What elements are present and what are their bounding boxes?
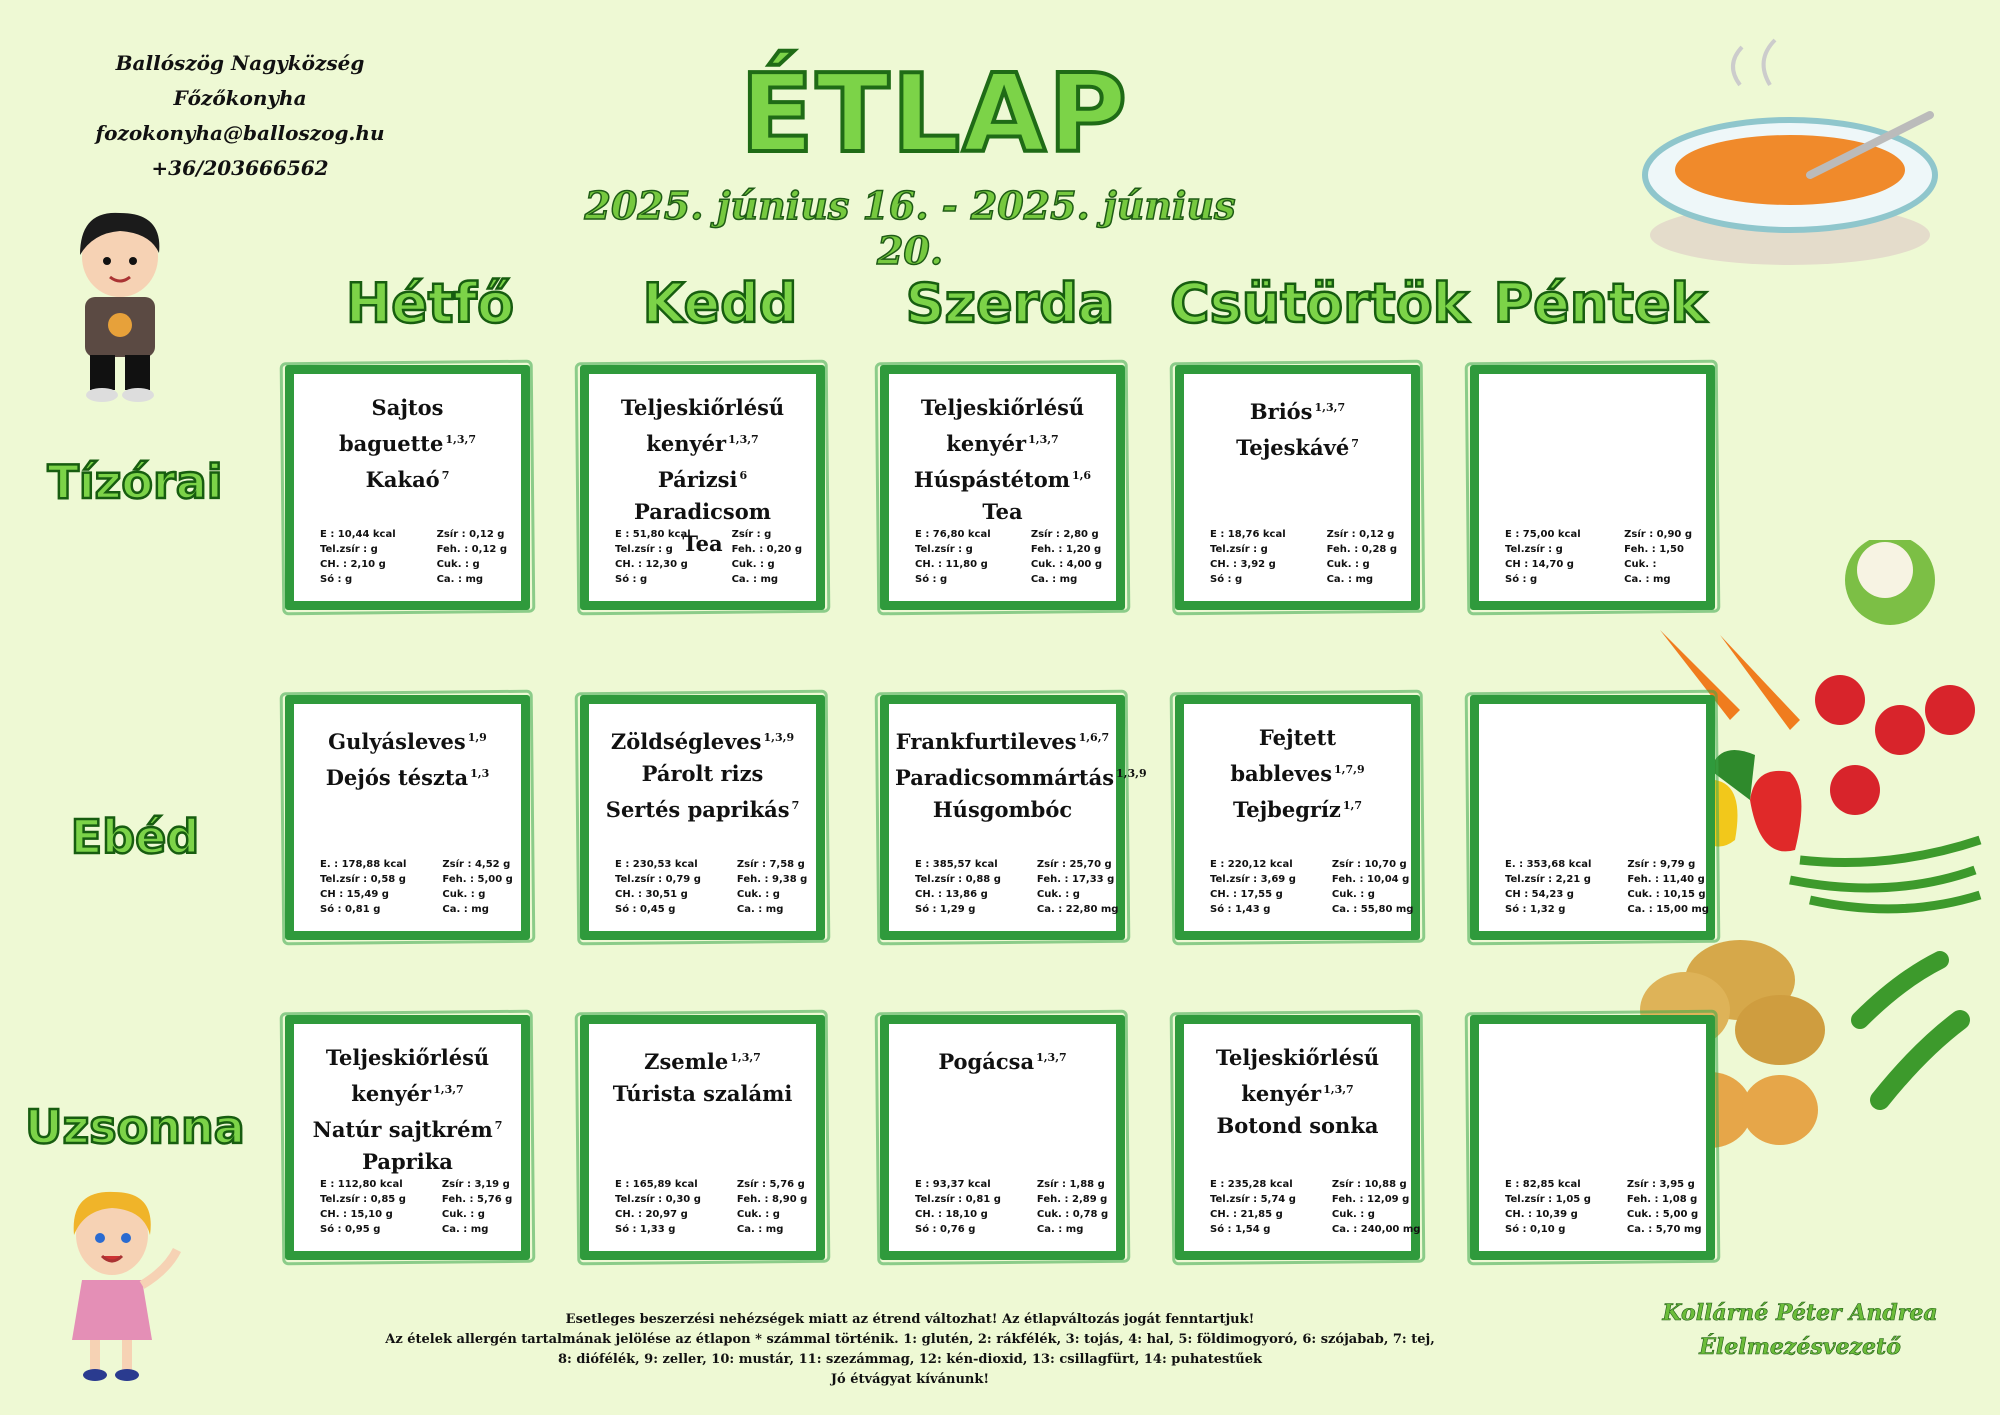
nutrition-carb: CH. : 12,30 g bbox=[615, 559, 688, 570]
nutrition-carb: CH : 15,49 g bbox=[320, 889, 389, 900]
nutrition-energy: E : 230,53 kcal bbox=[615, 859, 698, 870]
nutrition-energy: E : 93,37 kcal bbox=[915, 1179, 991, 1190]
nutrition-energy: E : 51,80 kcal bbox=[615, 529, 691, 540]
nutrition-sugar: Cuk. : g bbox=[731, 559, 775, 570]
nutrition-sugar: Cuk. : g bbox=[1331, 889, 1375, 900]
date-range: 2025. június 16. - 2025. június 20. bbox=[584, 183, 1236, 273]
nutrition-info bbox=[1505, 857, 1709, 917]
nutrition-calcium: Ca. : mg bbox=[731, 574, 779, 585]
food-name: Tea bbox=[682, 531, 723, 556]
nutrition-fat: Zsír : 7,58 g bbox=[736, 859, 805, 870]
nutrition-calcium: Ca. : 15,00 mg bbox=[1627, 904, 1709, 915]
nutrition-calcium: Ca. : mg bbox=[441, 1224, 489, 1235]
signature-role: Élelmezésvezető bbox=[1699, 1334, 1901, 1360]
nutrition-satfat: Tel.zsír : 0,81 g bbox=[915, 1194, 1001, 1205]
nutrition-sugar: Cuk. : 4,00 g bbox=[1030, 559, 1102, 570]
food-name: Paradicsom bbox=[633, 499, 771, 524]
food-item bbox=[595, 496, 810, 528]
food-name: Teljeskiőrlésű kenyér bbox=[1215, 1045, 1380, 1106]
food-name: Húsgombóc bbox=[932, 797, 1073, 822]
nutrition-sugar: Cuk. : g bbox=[1331, 1209, 1375, 1220]
food-name: Sajtos baguette bbox=[339, 395, 444, 456]
nutrition-salt: Só : 1,54 g bbox=[1210, 1224, 1271, 1235]
nutrition-protein: Feh. : 2,89 g bbox=[1036, 1194, 1108, 1205]
food-item bbox=[1190, 392, 1405, 428]
nutrition-energy: E : 235,28 kcal bbox=[1210, 1179, 1293, 1190]
nutrition-calcium: Ca. : mg bbox=[442, 904, 489, 915]
food-name: Dejós tészta bbox=[325, 765, 469, 790]
meal-label: Uzsonna bbox=[25, 1100, 245, 1154]
allergen-code: 1,7,9 bbox=[1334, 763, 1365, 776]
food-name: Túrista szalámi bbox=[612, 1081, 793, 1106]
nutrition-info bbox=[1210, 1177, 1421, 1237]
allergen-code: 1,6 bbox=[1071, 469, 1092, 482]
nutrition-satfat: Tel.zsír : g bbox=[1210, 544, 1268, 555]
menu-cell bbox=[580, 695, 825, 940]
food-list bbox=[895, 722, 1147, 826]
food-list bbox=[1190, 722, 1405, 826]
allergen-code: 1,3,7 bbox=[728, 433, 759, 446]
boy-illustration bbox=[55, 205, 185, 405]
nutrition-info bbox=[1505, 527, 1692, 587]
allergen-code: 1,3,9 bbox=[763, 731, 795, 744]
girl-illustration bbox=[52, 1180, 192, 1385]
nutrition-carb: CH. : 18,10 g bbox=[915, 1209, 988, 1220]
nutrition-sugar: Cuk. : g bbox=[736, 1209, 780, 1220]
org-email: fozokonyha@balloszog.hu bbox=[95, 121, 385, 145]
menu-cell bbox=[285, 365, 530, 610]
food-item bbox=[595, 1042, 810, 1078]
nutrition-energy: E : 112,80 kcal bbox=[320, 1179, 403, 1190]
nutrition-fat: Zsír : 0,90 g bbox=[1624, 529, 1692, 540]
food-item bbox=[300, 392, 515, 460]
food-name: Teljeskiőrlésű kenyér bbox=[920, 395, 1085, 456]
food-name: Briós bbox=[1249, 399, 1313, 424]
nutrition-energy: E : 220,12 kcal bbox=[1210, 859, 1293, 870]
food-name: Frankfurtileves bbox=[895, 729, 1077, 754]
food-item bbox=[300, 1146, 515, 1178]
day-header: Csütörtök bbox=[1170, 272, 1469, 335]
nutrition-protein: Feh. : 9,38 g bbox=[736, 874, 808, 885]
allergen-code: 7 bbox=[494, 1119, 503, 1132]
allergen-code: 1,3,7 bbox=[730, 1051, 761, 1064]
food-name: Húspástétom bbox=[913, 467, 1070, 492]
nutrition-salt: Só : 0,81 g bbox=[320, 904, 381, 915]
nutrition-info bbox=[1210, 857, 1414, 917]
food-item bbox=[595, 758, 810, 790]
nutrition-carb: CH. : 17,55 g bbox=[1210, 889, 1283, 900]
food-name: Paprika bbox=[362, 1149, 453, 1174]
peas-icon bbox=[1860, 960, 1960, 1100]
nutrition-info bbox=[320, 527, 507, 587]
day-header: Kedd bbox=[642, 272, 798, 335]
nutrition-salt: Só : 0,76 g bbox=[915, 1224, 976, 1235]
menu-cell bbox=[1175, 1015, 1420, 1260]
nutrition-fat: Zsír : 9,79 g bbox=[1627, 859, 1696, 870]
nutrition-calcium: Ca. : mg bbox=[1326, 574, 1374, 585]
nutrition-satfat: Tel.zsír : 1,05 g bbox=[1505, 1194, 1591, 1205]
page-title: ÉTLAP bbox=[740, 52, 1130, 177]
nutrition-protein: Feh. : 0,12 g bbox=[436, 544, 507, 555]
nutrition-carb: CH : 54,23 g bbox=[1505, 889, 1574, 900]
nutrition-protein: Feh. : 0,20 g bbox=[731, 544, 802, 555]
nutrition-calcium: Ca. : mg bbox=[736, 904, 784, 915]
nutrition-info bbox=[320, 857, 513, 917]
allergen-code: 1,3,7 bbox=[1323, 1083, 1354, 1096]
food-name: Zöldségleves bbox=[610, 729, 762, 754]
nutrition-calcium: Ca. : mg bbox=[1624, 574, 1671, 585]
menu-cell bbox=[580, 365, 825, 610]
food-item bbox=[595, 392, 810, 460]
menu-cell bbox=[285, 695, 530, 940]
nutrition-sugar: Cuk. : g bbox=[442, 889, 486, 900]
food-item bbox=[1190, 1042, 1405, 1110]
allergen-code: 7 bbox=[1351, 437, 1359, 450]
food-list bbox=[300, 722, 515, 794]
food-item bbox=[1190, 428, 1405, 464]
nutrition-energy: E. : 178,88 kcal bbox=[320, 859, 407, 870]
allergen-code: 1,3,7 bbox=[1314, 401, 1346, 414]
allergen-code: 1,7 bbox=[1342, 799, 1362, 812]
nutrition-fat: Zsír : 3,19 g bbox=[441, 1179, 510, 1190]
nutrition-info bbox=[915, 527, 1102, 587]
allergen-code: 1,3,9 bbox=[1116, 767, 1147, 780]
food-name: Zsemle bbox=[644, 1049, 729, 1074]
nutrition-sugar: Cuk. : g bbox=[736, 889, 780, 900]
nutrition-sugar: Cuk. : g bbox=[436, 559, 480, 570]
nutrition-calcium: Ca. : mg bbox=[736, 1224, 784, 1235]
food-name: Párizsi bbox=[657, 467, 738, 492]
meal-label: Tízórai bbox=[47, 455, 223, 509]
allergen-code: 7 bbox=[441, 469, 450, 482]
nutrition-energy: E : 385,57 kcal bbox=[915, 859, 998, 870]
food-name: Paradicsommártás bbox=[895, 765, 1115, 790]
nutrition-carb: CH. : 15,10 g bbox=[320, 1209, 393, 1220]
nutrition-satfat: Tel.zsír : g bbox=[320, 544, 378, 555]
food-item bbox=[1190, 790, 1405, 826]
food-name: Tea bbox=[982, 499, 1023, 524]
nutrition-calcium: Ca. : 55,80 mg bbox=[1331, 904, 1414, 915]
food-item bbox=[895, 758, 1147, 794]
menu-cell bbox=[1175, 365, 1420, 610]
food-item bbox=[895, 1042, 1110, 1078]
nutrition-carb: CH. : 11,80 g bbox=[915, 559, 988, 570]
nutrition-info bbox=[320, 1177, 513, 1237]
footer-line-greeting: Jó étvágyat kívánunk! bbox=[830, 1372, 990, 1387]
allergen-code: 1,9 bbox=[467, 731, 487, 744]
nutrition-calcium: Ca. : 240,00 mg bbox=[1331, 1224, 1421, 1235]
nutrition-fat: Zsír : 1,88 g bbox=[1036, 1179, 1105, 1190]
nutrition-carb: CH : 14,70 g bbox=[1505, 559, 1574, 570]
menu-cell bbox=[880, 1015, 1125, 1260]
nutrition-sugar: Cuk. : g bbox=[1036, 889, 1080, 900]
nutrition-salt: Só : 1,43 g bbox=[1210, 904, 1271, 915]
nutrition-calcium: Ca. : 22,80 mg bbox=[1036, 904, 1119, 915]
day-header: Szerda bbox=[905, 272, 1115, 335]
food-list bbox=[595, 722, 810, 826]
signature bbox=[1640, 1296, 1960, 1364]
nutrition-fat: Zsír : g bbox=[731, 529, 772, 540]
food-item bbox=[300, 758, 515, 794]
nutrition-info bbox=[915, 1177, 1109, 1237]
nutrition-satfat: Tel.zsír : 3,69 g bbox=[1210, 874, 1296, 885]
food-item bbox=[1190, 722, 1405, 790]
nutrition-protein: Feh. : 1,50 bbox=[1624, 544, 1684, 555]
nutrition-salt: Só : g bbox=[1505, 574, 1538, 585]
food-name: Kakaó bbox=[365, 467, 440, 492]
nutrition-salt: Só : g bbox=[615, 574, 648, 585]
nutrition-fat: Zsír : 2,80 g bbox=[1030, 529, 1099, 540]
day-header: Péntek bbox=[1493, 272, 1707, 335]
nutrition-carb: CH. : 13,86 g bbox=[915, 889, 988, 900]
nutrition-calcium: Ca. : mg bbox=[1036, 1224, 1084, 1235]
food-name: Tejbegríz bbox=[1232, 797, 1341, 822]
nutrition-carb: CH. : 21,85 g bbox=[1210, 1209, 1283, 1220]
footer-line-changes: Esetleges beszerzési nehézségek miatt az étrend változhat! Az étlapváltozás jogát fenntartjuk! bbox=[565, 1312, 1255, 1327]
nutrition-carb: CH. : 10,39 g bbox=[1505, 1209, 1578, 1220]
nutrition-protein: Feh. : 17,33 g bbox=[1036, 874, 1115, 885]
nutrition-energy: E : 18,76 kcal bbox=[1210, 529, 1286, 540]
footer-notes bbox=[380, 1310, 1440, 1390]
food-list bbox=[595, 1042, 810, 1110]
nutrition-info bbox=[1505, 1177, 1702, 1237]
menu-cell bbox=[1175, 695, 1420, 940]
nutrition-info bbox=[615, 1177, 808, 1237]
nutrition-salt: Só : 0,10 g bbox=[1505, 1224, 1566, 1235]
food-name: Tejeskávé bbox=[1236, 435, 1350, 460]
nutrition-salt: Só : 1,29 g bbox=[915, 904, 976, 915]
footer-line-allergens: Az ételek allergén tartalmának jelölése az étlapon * számmal történik. 1: glutén, 2: rákfélék, 3: tojás, 4: hal, 5: földimogyoró, 6: szójabab, 7: tej, 8: diófélék, 9: zeller, 10: mustár, 11: szezámmag, 12: kén-dioxid, 13: csillagfürt, 14: puhatestűek bbox=[385, 1332, 1435, 1367]
food-item bbox=[595, 1078, 810, 1110]
org-name: Ballószög Nagyközség Főzőkonyha bbox=[115, 51, 365, 110]
nutrition-sugar: Cuk. : g bbox=[441, 1209, 485, 1220]
food-item bbox=[1190, 1110, 1405, 1142]
organization-info bbox=[60, 46, 420, 186]
food-list bbox=[1190, 1042, 1405, 1142]
food-name: Teljeskiőrlésű kenyér bbox=[620, 395, 785, 456]
nutrition-fat: Zsír : 0,12 g bbox=[1326, 529, 1395, 540]
nutrition-satfat: Tel.zsír : g bbox=[915, 544, 973, 555]
food-list bbox=[895, 1042, 1110, 1078]
nutrition-calcium: Ca. : mg bbox=[436, 574, 484, 585]
allergen-code: 1,6,7 bbox=[1078, 731, 1110, 744]
nutrition-sugar: Cuk. : 10,15 g bbox=[1627, 889, 1706, 900]
nutrition-fat: Zsír : 5,76 g bbox=[736, 1179, 805, 1190]
nutrition-satfat: Tel.zsír : g bbox=[1505, 544, 1563, 555]
nutrition-protein: Feh. : 1,20 g bbox=[1030, 544, 1102, 555]
nutrition-salt: Só : g bbox=[320, 574, 353, 585]
nutrition-sugar: Cuk. : 5,00 g bbox=[1626, 1209, 1699, 1220]
nutrition-satfat: Tel.zsír : 0,85 g bbox=[320, 1194, 406, 1205]
food-name: Natúr sajtkrém bbox=[312, 1117, 493, 1142]
food-item bbox=[895, 460, 1110, 496]
nutrition-protein: Feh. : 1,08 g bbox=[1626, 1194, 1698, 1205]
food-item bbox=[895, 496, 1110, 528]
nutrition-carb: CH. : 2,10 g bbox=[320, 559, 386, 570]
nutrition-satfat: Tel.zsír : 0,79 g bbox=[615, 874, 701, 885]
food-item bbox=[300, 1042, 515, 1110]
meal-label: Ebéd bbox=[70, 810, 200, 864]
nutrition-sugar: Cuk. : bbox=[1624, 559, 1657, 570]
nutrition-protein: Feh. : 10,04 g bbox=[1331, 874, 1410, 885]
allergen-code: 1,3,7 bbox=[1036, 1051, 1067, 1064]
nutrition-fat: Zsír : 10,88 g bbox=[1331, 1179, 1407, 1190]
nutrition-satfat: Tel.zsír : 0,88 g bbox=[915, 874, 1001, 885]
nutrition-salt: Só : 1,32 g bbox=[1505, 904, 1566, 915]
nutrition-energy: E : 10,44 kcal bbox=[320, 529, 396, 540]
nutrition-energy: E : 165,89 kcal bbox=[615, 1179, 698, 1190]
nutrition-satfat: Tel.zsír : 0,30 g bbox=[615, 1194, 701, 1205]
food-item bbox=[895, 722, 1110, 758]
food-name: Gulyásleves bbox=[328, 729, 466, 754]
day-header: Hétfő bbox=[345, 272, 515, 335]
menu-cell bbox=[1470, 695, 1715, 940]
nutrition-fat: Zsír : 3,95 g bbox=[1626, 1179, 1695, 1190]
nutrition-fat: Zsír : 0,12 g bbox=[436, 529, 505, 540]
menu-cell bbox=[880, 695, 1147, 940]
nutrition-protein: Feh. : 11,40 g bbox=[1627, 874, 1705, 885]
food-item bbox=[595, 790, 810, 826]
tomato-icon bbox=[1815, 675, 1975, 815]
nutrition-energy: E : 75,00 kcal bbox=[1505, 529, 1581, 540]
food-name: Teljeskiőrlésű kenyér bbox=[325, 1045, 490, 1106]
food-name: Sertés paprikás bbox=[605, 797, 790, 822]
allergen-code: 1,3,7 bbox=[433, 1083, 464, 1096]
signature-name: Kollárné Péter Andrea bbox=[1662, 1300, 1938, 1326]
nutrition-carb: CH. : 20,97 g bbox=[615, 1209, 688, 1220]
nutrition-energy: E : 82,85 kcal bbox=[1505, 1179, 1581, 1190]
food-item bbox=[300, 722, 515, 758]
food-item bbox=[595, 722, 810, 758]
nutrition-protein: Feh. : 0,28 g bbox=[1326, 544, 1397, 555]
nutrition-satfat: Tel.zsír : g bbox=[615, 544, 673, 555]
nutrition-calcium: Ca. : mg bbox=[1030, 574, 1078, 585]
nutrition-protein: Feh. : 8,90 g bbox=[736, 1194, 808, 1205]
nutrition-salt: Só : 0,95 g bbox=[320, 1224, 381, 1235]
nutrition-info bbox=[1210, 527, 1397, 587]
nutrition-carb: CH. : 30,51 g bbox=[615, 889, 688, 900]
nutrition-fat: Zsír : 25,70 g bbox=[1036, 859, 1112, 870]
nutrition-protein: Feh. : 5,76 g bbox=[441, 1194, 513, 1205]
nutrition-info bbox=[615, 527, 802, 587]
allergen-code: 6 bbox=[739, 469, 748, 482]
green-beans-icon bbox=[1790, 840, 1980, 909]
food-item bbox=[595, 460, 810, 496]
soup-bowl-illustration bbox=[1630, 35, 1960, 275]
nutrition-salt: Só : g bbox=[915, 574, 948, 585]
nutrition-energy: E : 76,80 kcal bbox=[915, 529, 991, 540]
nutrition-fat: Zsír : 10,70 g bbox=[1331, 859, 1407, 870]
menu-cell bbox=[285, 1015, 530, 1260]
nutrition-satfat: Tel.zsír : 2,21 g bbox=[1505, 874, 1591, 885]
nutrition-satfat: Tel.zsír : 5,74 g bbox=[1210, 1194, 1296, 1205]
allergen-code: 1,3,7 bbox=[1028, 433, 1059, 446]
nutrition-sugar: Cuk. : 0,78 g bbox=[1036, 1209, 1109, 1220]
nutrition-energy: E. : 353,68 kcal bbox=[1505, 859, 1592, 870]
nutrition-protein: Feh. : 5,00 g bbox=[442, 874, 513, 885]
food-list bbox=[895, 392, 1110, 528]
allergen-code: 1,3 bbox=[470, 767, 490, 780]
nutrition-calcium: Ca. : 5,70 mg bbox=[1626, 1224, 1702, 1235]
nutrition-info bbox=[615, 857, 808, 917]
nutrition-protein: Feh. : 12,09 g bbox=[1331, 1194, 1410, 1205]
nutrition-info bbox=[915, 857, 1119, 917]
org-phone: +36/203666562 bbox=[151, 156, 329, 180]
nutrition-salt: Só : g bbox=[1210, 574, 1243, 585]
food-name: Fejtett bableves bbox=[1230, 725, 1337, 786]
food-list bbox=[300, 392, 515, 496]
food-list bbox=[1190, 392, 1405, 464]
food-name: Pogácsa bbox=[938, 1049, 1035, 1074]
food-list bbox=[300, 1042, 515, 1178]
food-name: Párolt rizs bbox=[641, 761, 764, 786]
menu-cell bbox=[1470, 365, 1715, 610]
menu-cell bbox=[580, 1015, 825, 1260]
food-item bbox=[895, 794, 1110, 826]
nutrition-salt: Só : 0,45 g bbox=[615, 904, 676, 915]
cauliflower-icon bbox=[1845, 540, 1935, 625]
nutrition-salt: Só : 1,33 g bbox=[615, 1224, 676, 1235]
nutrition-fat: Zsír : 4,52 g bbox=[442, 859, 511, 870]
food-item bbox=[895, 392, 1110, 460]
nutrition-satfat: Tel.zsír : 0,58 g bbox=[320, 874, 406, 885]
allergen-code: 1,3,7 bbox=[445, 433, 476, 446]
menu-cell bbox=[1470, 1015, 1715, 1260]
nutrition-sugar: Cuk. : g bbox=[1326, 559, 1370, 570]
nutrition-carb: CH. : 3,92 g bbox=[1210, 559, 1276, 570]
allergen-code: 7 bbox=[791, 799, 800, 812]
food-name: Botond sonka bbox=[1216, 1113, 1379, 1138]
food-item bbox=[300, 1110, 515, 1146]
menu-cell bbox=[880, 365, 1125, 610]
food-item bbox=[300, 460, 515, 496]
